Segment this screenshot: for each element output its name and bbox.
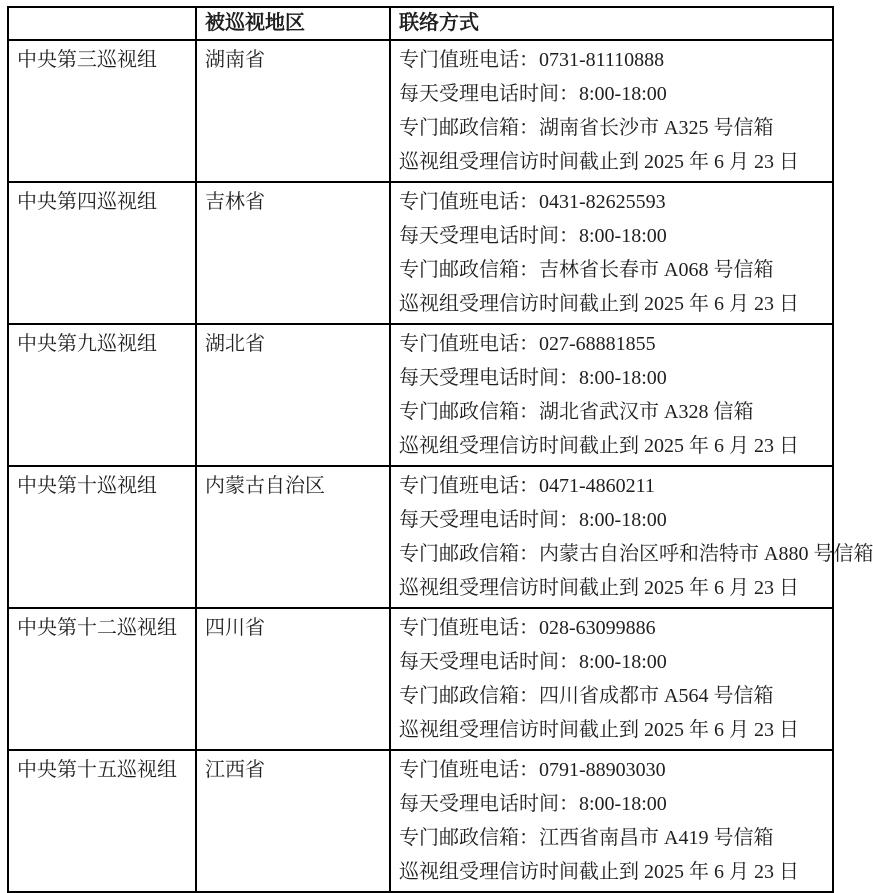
region-cell: 四川省: [196, 608, 390, 750]
contact-phone: 专门值班电话：0431-82625593: [399, 191, 666, 213]
contact-phone: 专门值班电话：028-63099886: [399, 617, 656, 639]
contact-hours: 每天受理电话时间：8:00-18:00: [399, 651, 667, 673]
contact-deadline: 巡视组受理信访时间截止到 2025 年 6 月 23 日: [399, 151, 799, 173]
contact-cell: [390, 750, 833, 892]
region-cell: 内蒙古自治区: [196, 466, 390, 608]
contact-mailbox: 专门邮政信箱：湖南省长沙市 A325 号信箱: [399, 117, 774, 139]
region-cell: 湖南省: [196, 40, 390, 182]
table-row: [8, 750, 833, 892]
contact-hours: 每天受理电话时间：8:00-18:00: [399, 367, 667, 389]
contact-mailbox: 专门邮政信箱：吉林省长春市 A068 号信箱: [399, 259, 774, 281]
table-row: [8, 182, 833, 324]
contact-cell: [390, 40, 833, 182]
contact-phone: 专门值班电话：0731-81110888: [399, 49, 665, 71]
group-cell: 中央第九巡视组: [8, 324, 196, 466]
header-row: [8, 7, 833, 40]
header-cell-region: 被巡视地区: [196, 7, 390, 40]
contact-deadline: 巡视组受理信访时间截止到 2025 年 6 月 23 日: [399, 861, 799, 883]
table-row: [8, 324, 833, 466]
contact-mailbox: 专门邮政信箱：内蒙古自治区呼和浩特市 A880 号信箱: [399, 543, 873, 565]
contact-mailbox: 专门邮政信箱：江西省南昌市 A419 号信箱: [399, 827, 774, 849]
contact-deadline: 巡视组受理信访时间截止到 2025 年 6 月 23 日: [399, 719, 799, 741]
contact-cell: [390, 324, 833, 466]
table-row: [8, 40, 833, 182]
inspection-contact-table: [7, 6, 873, 893]
group-cell: 中央第四巡视组: [8, 182, 196, 324]
group-cell: 中央第三巡视组: [8, 40, 196, 182]
table-body: [8, 40, 873, 892]
contact-phone: 专门值班电话：0471-4860211: [399, 475, 655, 497]
region-cell: 湖北省: [196, 324, 390, 466]
table-header: [8, 7, 833, 40]
table-row: [8, 608, 833, 750]
contact-mailbox: 专门邮政信箱：湖北省武汉市 A328 信箱: [399, 401, 754, 423]
contact-hours: 每天受理电话时间：8:00-18:00: [399, 83, 667, 105]
contact-deadline: 巡视组受理信访时间截止到 2025 年 6 月 23 日: [399, 293, 799, 315]
contact-hours: 每天受理电话时间：8:00-18:00: [399, 225, 667, 247]
region-cell: 江西省: [196, 750, 390, 892]
group-cell: 中央第十二巡视组: [8, 608, 196, 750]
table-row: [8, 466, 833, 608]
group-cell: 中央第十巡视组: [8, 466, 196, 608]
contact-phone: 专门值班电话：0791-88903030: [399, 759, 666, 781]
contact-deadline: 巡视组受理信访时间截止到 2025 年 6 月 23 日: [399, 577, 799, 599]
contact-hours: 每天受理电话时间：8:00-18:00: [399, 509, 667, 531]
group-cell: 中央第十五巡视组: [8, 750, 196, 892]
header-cell-group: [8, 7, 196, 40]
contact-cell: [390, 608, 833, 750]
header-cell-contact: 联络方式: [390, 7, 833, 40]
contact-mailbox: 专门邮政信箱：四川省成都市 A564 号信箱: [399, 685, 774, 707]
contact-phone: 专门值班电话：027-68881855: [399, 333, 656, 355]
contact-deadline: 巡视组受理信访时间截止到 2025 年 6 月 23 日: [399, 435, 799, 457]
contact-hours: 每天受理电话时间：8:00-18:00: [399, 793, 667, 815]
contact-cell: [390, 466, 873, 608]
region-cell: 吉林省: [196, 182, 390, 324]
contact-cell: [390, 182, 833, 324]
